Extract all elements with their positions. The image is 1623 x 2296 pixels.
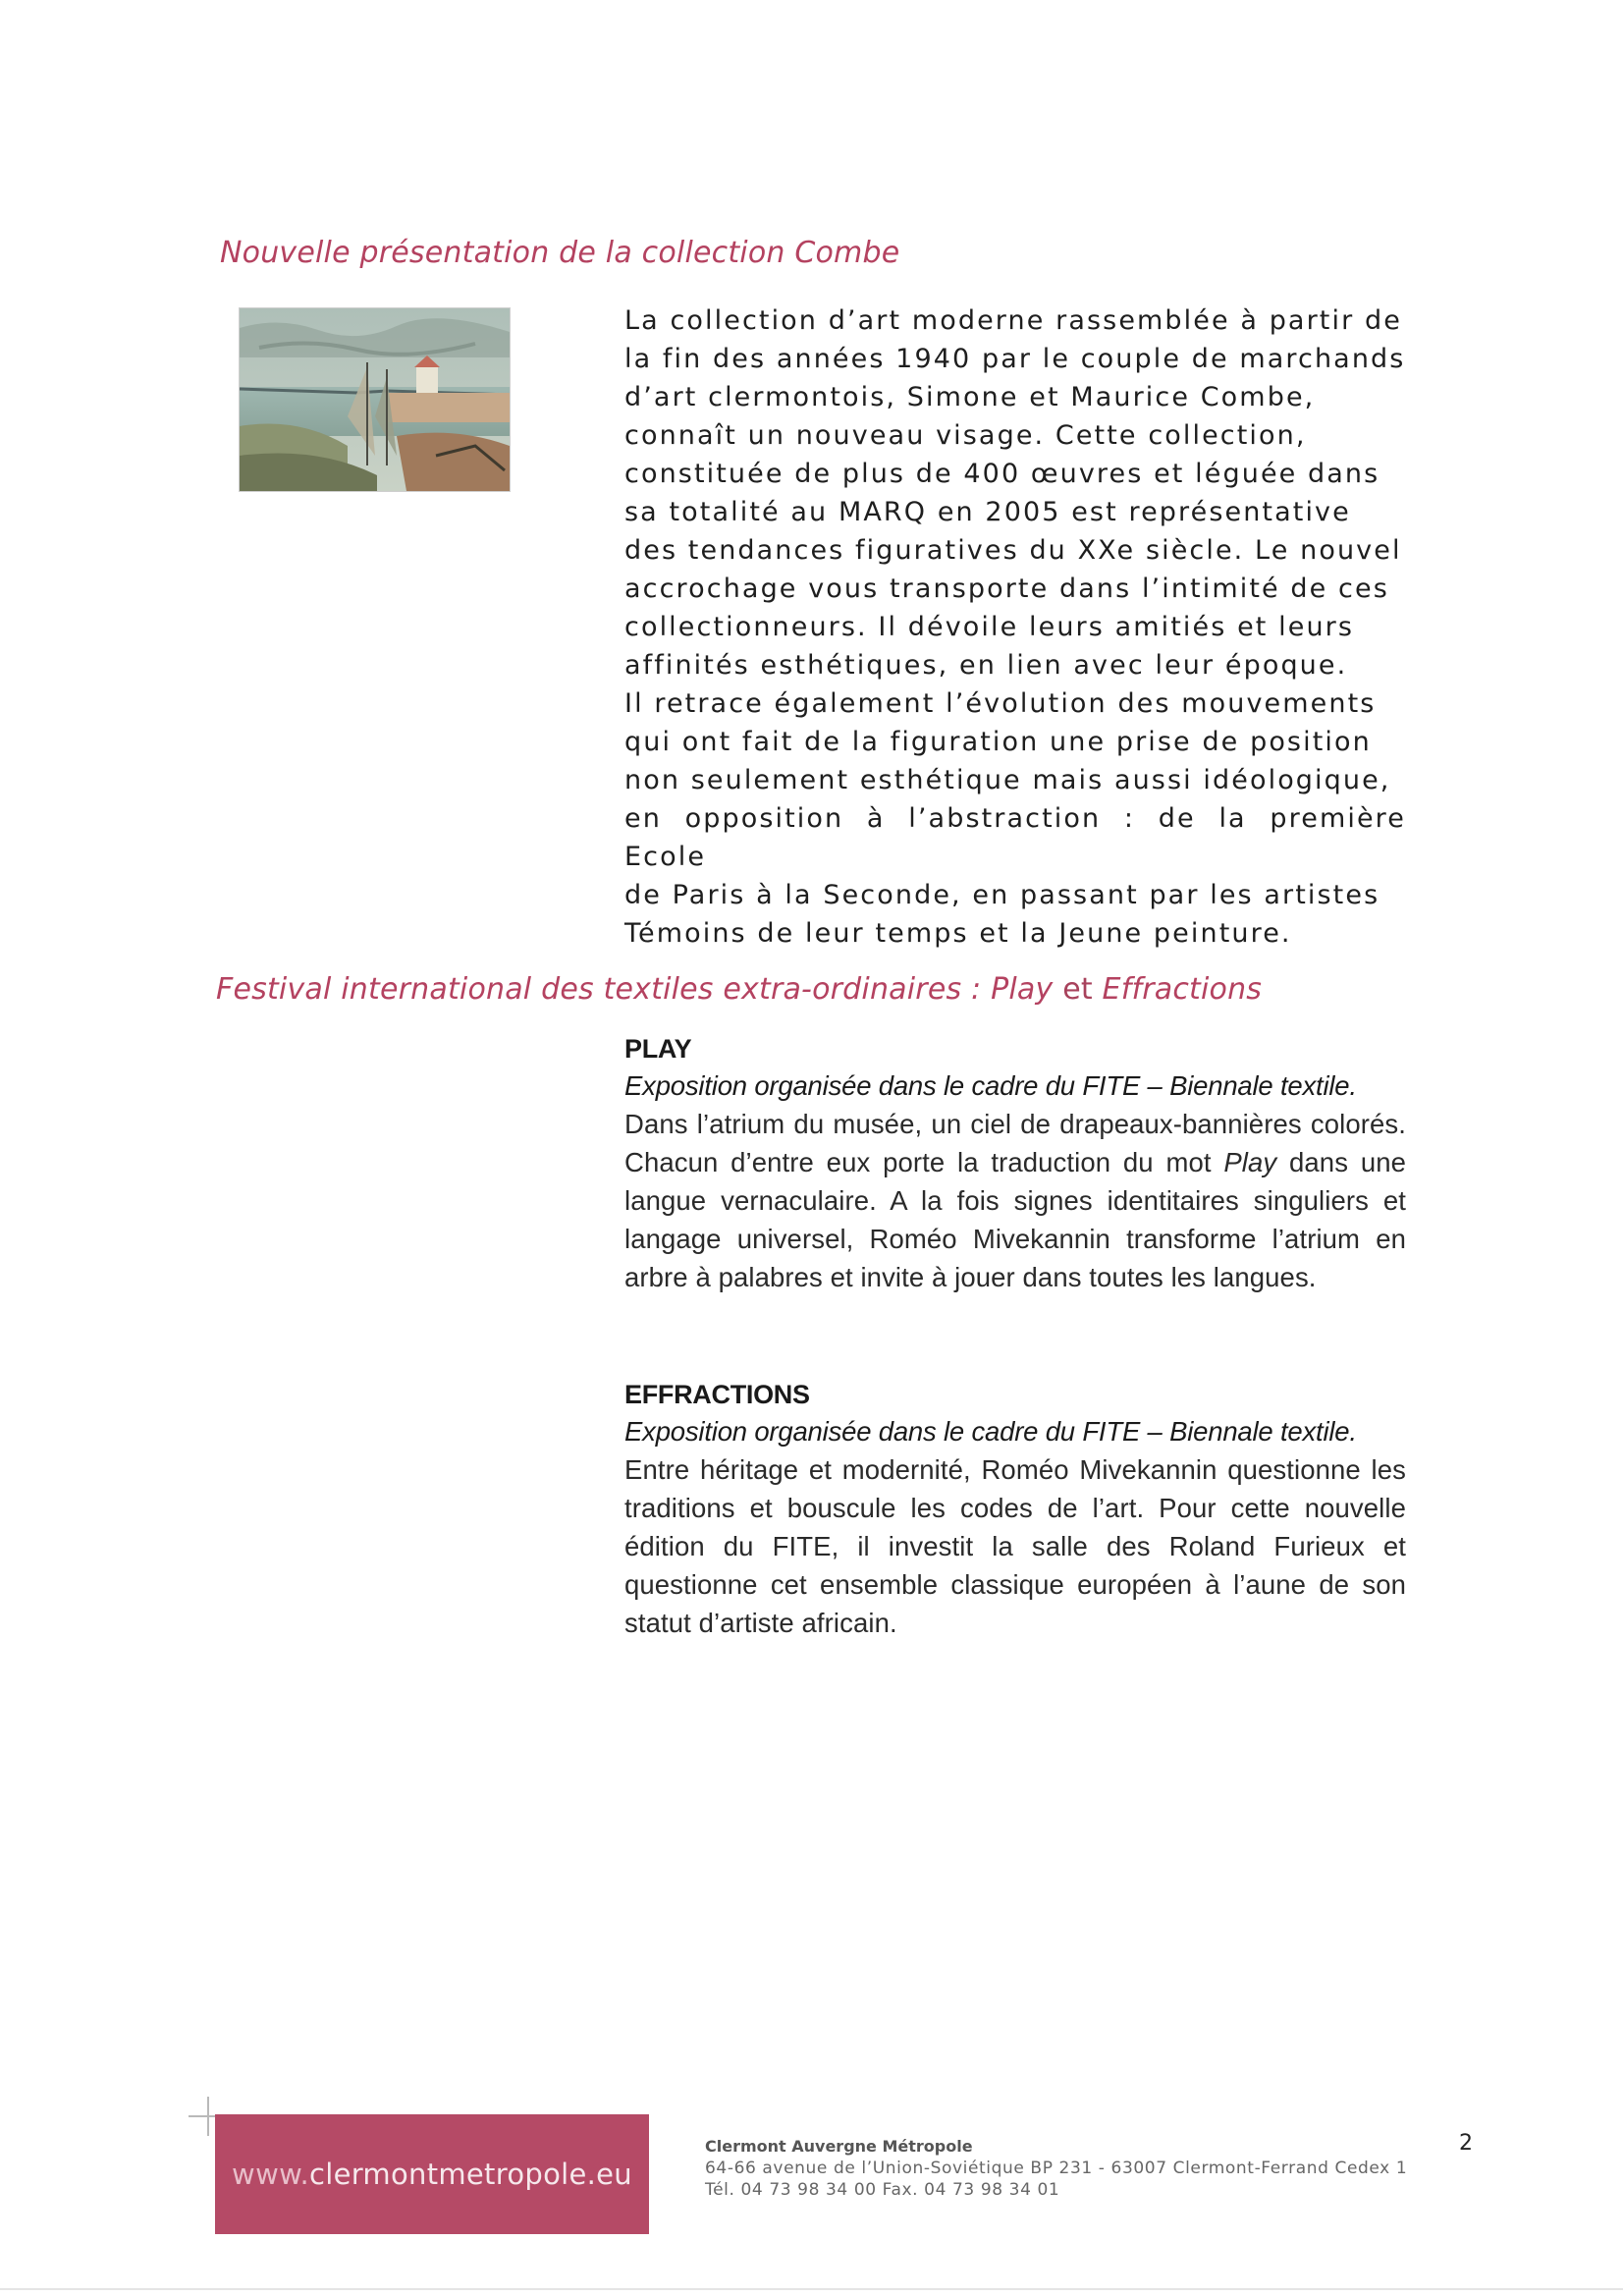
- footer-organization: Clermont Auvergne Métropole: [705, 2137, 973, 2156]
- section-heading-festival: [216, 972, 1262, 1007]
- paragraph-line: connaît un nouveau visage. Cette collection,: [624, 420, 1307, 451]
- footer-contact: [705, 2136, 1407, 2201]
- paragraph-line: accrochage vous transporte dans l’intimité de ces: [624, 574, 1389, 604]
- text-segment: Dans l’atrium du musée, un ciel de drapeaux-bannières colorés. Chacun d’entre eux porte la traduction du mot: [624, 1109, 1406, 1177]
- paragraph-line: sa totalité au MARQ en 2005 est représentative: [624, 497, 1351, 527]
- paragraph-line: non seulement esthétique mais aussi idéologique,: [624, 765, 1391, 795]
- paragraph-line: des tendances figuratives du XXe siècle. Le nouvel: [624, 535, 1402, 566]
- paragraph-line: affinités esthétiques, en lien avec leur époque.: [624, 650, 1348, 681]
- heading-part: Festival international des textiles extra-ordinaires : Play: [216, 972, 1054, 1007]
- painting-harbor-thumbnail: [239, 307, 511, 492]
- page-number: 2: [1459, 2131, 1473, 2156]
- effractions-subtitle: Exposition organisée dans le cadre du FITE – Biennale textile.: [624, 1416, 1357, 1447]
- paragraph-line: d’art clermontois, Simone et Maurice Combe,: [624, 382, 1316, 412]
- page-bottom-rule: [0, 2288, 1623, 2290]
- text-segment-italic: Play: [1223, 1147, 1277, 1177]
- text-segment: dans une langue vernaculaire. A la fois signes identitaires singuliers et langage universel, Roméo Mivekannin transforme l’atrium en arbre à palabres et invite à jouer dans toutes les langues.: [624, 1147, 1406, 1292]
- paragraph-line: La collection d’art moderne rassemblée à partir de: [624, 305, 1402, 336]
- paragraph-line: constituée de plus de 400 œuvres et léguée dans: [624, 459, 1380, 489]
- effractions-exhibition-block: [624, 1377, 1406, 1642]
- section-heading-collection-combe: Nouvelle présentation de la collection Combe: [220, 236, 900, 270]
- paragraph-line: de Paris à la Seconde, en passant par les artistes: [624, 880, 1380, 910]
- paragraph-line: la fin des années 1940 par le couple de marchands: [624, 344, 1406, 374]
- heading-conjunction: et: [1053, 972, 1103, 1007]
- play-subtitle: Exposition organisée dans le cadre du FITE – Biennale textile.: [624, 1070, 1357, 1101]
- website-banner[interactable]: [215, 2114, 649, 2234]
- effractions-title: EFFRACTIONS: [624, 1380, 810, 1409]
- website-prefix: www.: [232, 2158, 309, 2191]
- paragraph-line: en opposition à l’abstraction : de la première Ecole: [624, 803, 1406, 872]
- footer-address: 64-66 avenue de l’Union-Soviétique BP 231 - 63007 Clermont-Ferrand Cedex 1: [705, 2159, 1408, 2178]
- collection-combe-paragraph: [624, 301, 1406, 953]
- paragraph-line: Témoins de leur temps et la Jeune peinture.: [624, 918, 1292, 949]
- effractions-description: Entre héritage et modernité, Roméo Mivekannin questionne les traditions et bouscule les codes de l’art. Pour cette nouvelle édition du FITE, il investit la salle des Roland Furieux et questionne cet ensemble classique européen à l’aune de son statut d’artiste africain.: [624, 1454, 1406, 1638]
- paragraph-line: qui ont fait de la figuration une prise de position: [624, 727, 1372, 757]
- footer-phone: Tél. 04 73 98 34 00 Fax. 04 73 98 34 01: [705, 2180, 1060, 2200]
- heading-part: Effractions: [1102, 972, 1263, 1007]
- website-url: clermontmetropole.eu: [308, 2158, 632, 2191]
- play-description: [624, 1105, 1406, 1296]
- paragraph-line: Il retrace également l’évolution des mouvements: [624, 688, 1377, 719]
- play-exhibition-block: [624, 1031, 1406, 1296]
- paragraph-line: collectionneurs. Il dévoile leurs amitiés et leurs: [624, 612, 1355, 642]
- play-title: PLAY: [624, 1034, 692, 1064]
